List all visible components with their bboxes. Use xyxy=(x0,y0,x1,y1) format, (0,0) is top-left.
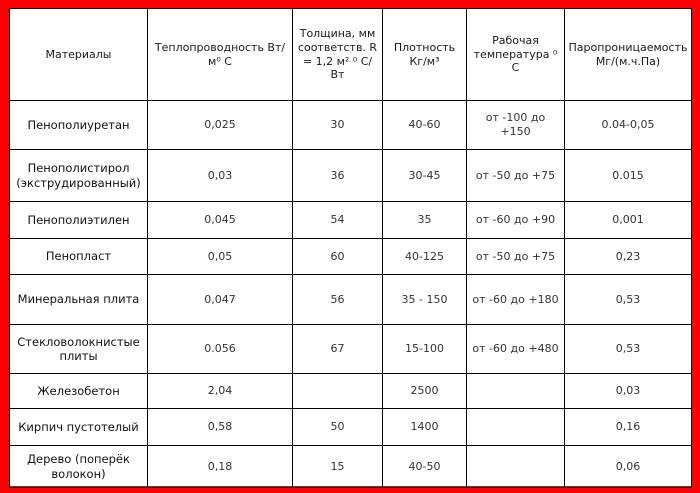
cell-temperature: от -100 до +150 xyxy=(467,101,565,150)
cell-density: 40-60 xyxy=(383,101,467,150)
cell-density: 1400 xyxy=(383,409,467,446)
cell-thickness: 56 xyxy=(293,275,383,325)
cell-density: 15-100 xyxy=(383,325,467,374)
cell-permeability: 0,53 xyxy=(565,275,692,325)
header-permeability: Паропроницаемость Мг/(м.ч.Па) xyxy=(565,9,692,101)
cell-permeability: 0.015 xyxy=(565,150,692,202)
table-row xyxy=(10,275,692,325)
cell-thickness xyxy=(293,374,383,409)
cell-density: 2500 xyxy=(383,374,467,409)
cell-thickness: 54 xyxy=(293,202,383,239)
header-row xyxy=(10,9,692,101)
cell-conductivity: 0,045 xyxy=(148,202,293,239)
materials-table xyxy=(9,8,692,488)
cell-conductivity: 0,58 xyxy=(148,409,293,446)
cell-material: Пенополиэтилен xyxy=(10,202,148,239)
cell-temperature xyxy=(467,446,565,488)
cell-permeability: 0.04-0,05 xyxy=(565,101,692,150)
table-frame xyxy=(9,8,691,486)
cell-material: Стекловолокнистые плиты xyxy=(10,325,148,374)
cell-density: 30-45 xyxy=(383,150,467,202)
cell-thickness: 36 xyxy=(293,150,383,202)
cell-permeability: 0,06 xyxy=(565,446,692,488)
cell-conductivity: 0.056 xyxy=(148,325,293,374)
cell-material: Дерево (поперёк волокон) xyxy=(10,446,148,488)
cell-material: Пенопласт xyxy=(10,239,148,275)
header-density: Плотность Кг/м³ xyxy=(383,9,467,101)
cell-thickness: 50 xyxy=(293,409,383,446)
table-row xyxy=(10,150,692,202)
cell-permeability: 0,53 xyxy=(565,325,692,374)
header-conductivity: Теплопроводность Вт/м⁰ С xyxy=(148,9,293,101)
cell-temperature: от -50 до +75 xyxy=(467,150,565,202)
cell-material: Кирпич пустотелый xyxy=(10,409,148,446)
cell-thickness: 67 xyxy=(293,325,383,374)
cell-temperature: от -60 до +480 xyxy=(467,325,565,374)
cell-conductivity: 0,18 xyxy=(148,446,293,488)
cell-thickness: 15 xyxy=(293,446,383,488)
cell-material: Пенополистирол (экструдированный) xyxy=(10,150,148,202)
cell-thickness: 60 xyxy=(293,239,383,275)
cell-conductivity: 2,04 xyxy=(148,374,293,409)
cell-thickness: 30 xyxy=(293,101,383,150)
table-row xyxy=(10,101,692,150)
cell-density: 40-50 xyxy=(383,446,467,488)
cell-temperature xyxy=(467,374,565,409)
table-row xyxy=(10,374,692,409)
cell-temperature: от -50 до +75 xyxy=(467,239,565,275)
cell-density: 35 - 150 xyxy=(383,275,467,325)
cell-temperature: от -60 до +180 xyxy=(467,275,565,325)
cell-density: 40-125 xyxy=(383,239,467,275)
table-row xyxy=(10,202,692,239)
table-row xyxy=(10,325,692,374)
cell-conductivity: 0,025 xyxy=(148,101,293,150)
header-thickness: Толщина, мм соответств. R = 1,2 м² ⁰ С/Вт xyxy=(293,9,383,101)
table-row xyxy=(10,409,692,446)
header-material: Материалы xyxy=(10,9,148,101)
table-row xyxy=(10,239,692,275)
cell-material: Минеральная плита xyxy=(10,275,148,325)
cell-material: Пенополиуретан xyxy=(10,101,148,150)
table-row xyxy=(10,446,692,488)
cell-permeability: 0,23 xyxy=(565,239,692,275)
cell-permeability: 0,001 xyxy=(565,202,692,239)
cell-conductivity: 0,03 xyxy=(148,150,293,202)
cell-temperature xyxy=(467,409,565,446)
cell-temperature: от -60 до +90 xyxy=(467,202,565,239)
cell-density: 35 xyxy=(383,202,467,239)
cell-permeability: 0,03 xyxy=(565,374,692,409)
cell-conductivity: 0,05 xyxy=(148,239,293,275)
cell-permeability: 0,16 xyxy=(565,409,692,446)
header-temperature: Рабочая температура ⁰ С xyxy=(467,9,565,101)
cell-conductivity: 0,047 xyxy=(148,275,293,325)
cell-material: Железобетон xyxy=(10,374,148,409)
